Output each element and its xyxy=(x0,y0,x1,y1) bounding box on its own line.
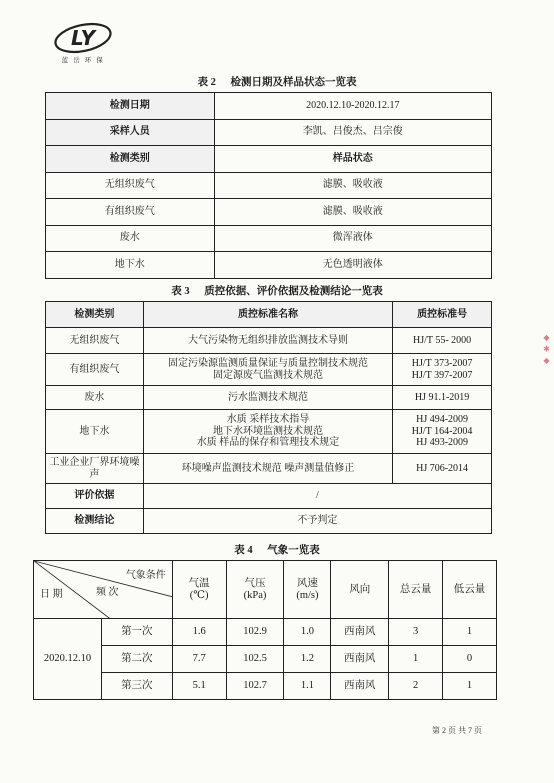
table4-title: 气象一览表 xyxy=(267,545,320,556)
table2-label: 检测日期 xyxy=(46,93,215,120)
table4-date: 2020.12.10 xyxy=(34,619,102,700)
table2-row xyxy=(46,172,492,199)
table4-value: 0 xyxy=(443,646,497,673)
table3-standard-codes xyxy=(393,454,492,484)
table4-header-cell xyxy=(331,561,389,619)
table2-label: 采样人员 xyxy=(46,119,215,146)
company-logo xyxy=(50,22,116,68)
table2-title: 检测日期及样品状态一览表 xyxy=(230,77,357,88)
table3-category: 工业企业厂界环境噪声 xyxy=(46,454,144,484)
table2-row xyxy=(46,146,492,173)
table2-value: 李凯、吕俊杰、吕宗俊 xyxy=(214,119,491,146)
table3-category: 有组织废气 xyxy=(46,354,144,386)
table4-weather xyxy=(33,560,497,700)
table3-standard-names xyxy=(143,354,392,386)
standard-code: HJ/T 55- 2000 xyxy=(413,334,472,346)
table4-header-row xyxy=(34,561,497,619)
table4-value: 1 xyxy=(443,619,497,646)
table2-label: 废水 xyxy=(46,225,215,252)
table4-header-cell xyxy=(172,561,226,619)
logo-mark-icon xyxy=(53,22,113,54)
table3-header-row xyxy=(46,302,492,328)
standard-code: HJ/T 373-2007 xyxy=(411,358,473,369)
logo-company-name: 蓝 岳 环 保 xyxy=(61,56,105,64)
table3-header-cell: 质控标准名称 xyxy=(143,302,392,328)
table2-value: 无色透明液体 xyxy=(214,252,491,279)
table3-header-cell: 质控标准号 xyxy=(393,302,492,328)
table4-value: 西南风 xyxy=(331,619,389,646)
table4-header-cell xyxy=(443,561,497,619)
table3-standard-names xyxy=(143,454,392,484)
corner-label-conditions: 气象条件 xyxy=(125,570,166,581)
table4-row xyxy=(34,619,497,646)
header-line: 总云量 xyxy=(399,583,432,595)
table2-row xyxy=(46,119,492,146)
table3-conclusion-value: 不予判定 xyxy=(143,509,491,534)
table3-row xyxy=(46,386,492,410)
header-line: (℃) xyxy=(189,589,209,601)
table3-row xyxy=(46,454,492,484)
table2-number: 表 2 xyxy=(197,77,216,88)
standard-code: HJ 493-2009 xyxy=(416,437,469,449)
table3-row xyxy=(46,410,492,454)
header-line: 风向 xyxy=(349,583,371,595)
table4-value: 7.7 xyxy=(172,646,226,673)
table2-value: 滤膜、吸收液 xyxy=(214,199,491,226)
table3-quality-control xyxy=(45,301,492,534)
table3-evaluation-label: 评价依据 xyxy=(46,484,144,509)
table3-header-cell: 检测类别 xyxy=(46,302,144,328)
table3-row xyxy=(46,328,492,354)
table4-value: 3 xyxy=(389,619,443,646)
table2-value: 2020.12.10-2020.12.17 xyxy=(214,93,491,120)
table3-conclusion-label: 检测结论 xyxy=(46,509,144,534)
standard-name: 水质 样品的保存和管理技术规定 xyxy=(196,437,340,449)
corner-label-date: 日 期 xyxy=(40,589,63,600)
header-line: (m/s) xyxy=(296,589,319,601)
table4-value: 西南风 xyxy=(331,646,389,673)
table2-value: 样品状态 xyxy=(214,146,491,173)
svg-text:LY: LY xyxy=(70,26,96,50)
table4-header-cell xyxy=(284,561,331,619)
standard-name: 固定污染源监测质量保证与质量控制技术规范 xyxy=(167,358,368,369)
standard-name: 水质 采样技术指导 xyxy=(226,414,310,426)
table3-standard-codes xyxy=(393,328,492,354)
table3-conclusion-row xyxy=(46,509,492,534)
table4-value: 西南风 xyxy=(331,673,389,700)
table4-value: 1 xyxy=(389,646,443,673)
table3-caption xyxy=(0,283,554,298)
standard-name: 污水监测技术规范 xyxy=(227,391,308,403)
table3-category: 地下水 xyxy=(46,410,144,454)
table3-standard-codes xyxy=(393,354,492,386)
table2-row xyxy=(46,93,492,120)
table4-frequency: 第三次 xyxy=(101,673,172,700)
table4-value: 1.2 xyxy=(284,646,331,673)
standard-name: 固定源废气监测技术规范 xyxy=(212,369,323,381)
header-line: 风速 xyxy=(296,577,318,589)
table3-evaluation-row xyxy=(46,484,492,509)
standard-code: HJ 706-2014 xyxy=(416,462,469,474)
table4-corner-cell xyxy=(34,561,173,619)
table4-value: 1 xyxy=(443,673,497,700)
table2-caption xyxy=(0,74,554,89)
table4-header-cell xyxy=(389,561,443,619)
table3-evaluation-value: / xyxy=(143,484,491,509)
table2-row xyxy=(46,252,492,279)
header-line: (kPa) xyxy=(243,589,267,601)
table4-value: 102.9 xyxy=(226,619,284,646)
table4-value: 1.6 xyxy=(172,619,226,646)
table3-row xyxy=(46,354,492,386)
standard-name: 地下水环境监测技术规范 xyxy=(212,425,323,437)
table2-label: 有组织废气 xyxy=(46,199,215,226)
table3-standard-names xyxy=(143,386,392,410)
table2-label: 地下水 xyxy=(46,252,215,279)
table4-frequency: 第二次 xyxy=(101,646,172,673)
table2-label: 无组织废气 xyxy=(46,172,215,199)
header-line: 气温 xyxy=(188,577,210,589)
table4-header-cell xyxy=(226,561,284,619)
header-line: 气压 xyxy=(244,577,266,589)
table4-value: 1.0 xyxy=(284,619,331,646)
table2-value: 滤膜、吸收液 xyxy=(214,172,491,199)
standard-code: HJ/T 397-2007 xyxy=(411,369,473,381)
table2-value: 微浑液体 xyxy=(214,225,491,252)
table4-value: 102.7 xyxy=(226,673,284,700)
table3-standard-names xyxy=(143,410,392,454)
page-number: 第 2 页 共 7 页 xyxy=(432,726,482,735)
table4-number: 表 4 xyxy=(234,545,253,556)
table3-number: 表 3 xyxy=(171,286,190,297)
corner-label-frequency: 频 次 xyxy=(96,587,119,598)
header-line: 低云量 xyxy=(453,583,486,595)
table2-label: 检测类别 xyxy=(46,146,215,173)
standard-code: HJ 494-2009 xyxy=(416,414,469,426)
table4-row xyxy=(34,673,497,700)
table3-standard-codes xyxy=(393,410,492,454)
table3-standard-codes xyxy=(393,386,492,410)
table4-value: 102.5 xyxy=(226,646,284,673)
table4-value: 1.1 xyxy=(284,673,331,700)
table4-value: 2 xyxy=(389,673,443,700)
table4-row xyxy=(34,646,497,673)
standard-name: 环境噪声监测技术规范 噪声测量值修正 xyxy=(181,462,355,474)
standard-name: 大气污染物无组织排放监测技术导则 xyxy=(187,334,348,346)
red-seal-stamp: ◆ ✱ ◆ xyxy=(542,333,551,366)
table4-value: 5.1 xyxy=(172,673,226,700)
table3-category: 无组织废气 xyxy=(46,328,144,354)
table3-category: 废水 xyxy=(46,386,144,410)
table2-row xyxy=(46,225,492,252)
table2-inspection-dates xyxy=(45,92,492,279)
table4-caption xyxy=(0,542,554,557)
table4-frequency: 第一次 xyxy=(101,619,172,646)
table3-title: 质控依据、评价依据及检测结论一览表 xyxy=(204,286,383,297)
standard-code: HJ/T 164-2004 xyxy=(411,425,473,437)
table2-row xyxy=(46,199,492,226)
table3-standard-names xyxy=(143,328,392,354)
standard-code: HJ 91.1-2019 xyxy=(414,391,470,403)
